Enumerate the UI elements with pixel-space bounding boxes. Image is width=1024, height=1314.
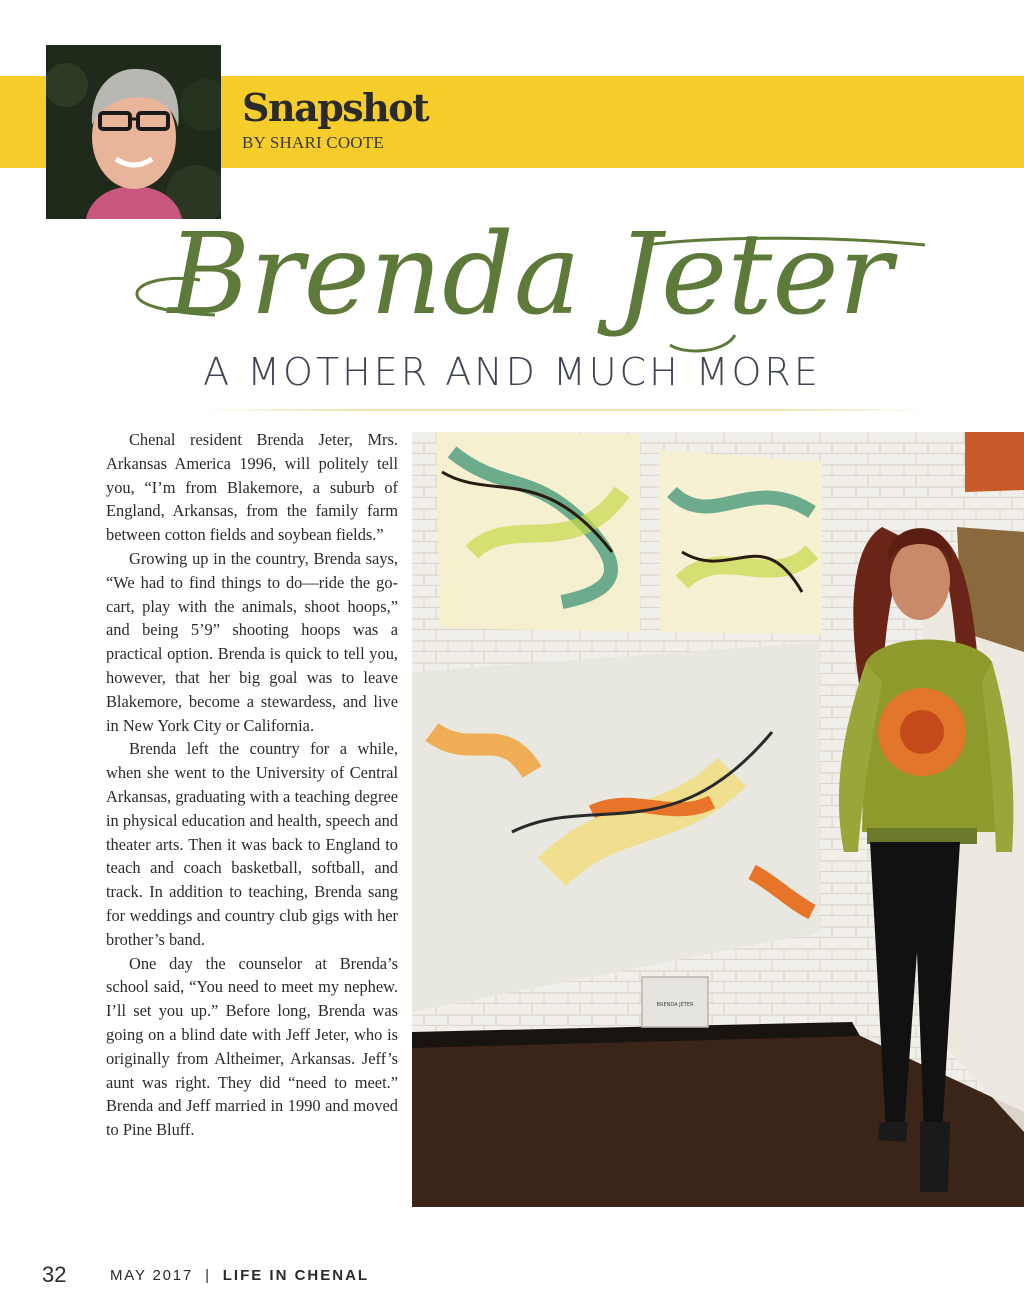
page-number: 32 bbox=[42, 1262, 67, 1287]
magazine-name: LIFE IN CHENAL bbox=[222, 1267, 370, 1284]
script-title bbox=[125, 195, 935, 360]
section-title: Snapshot bbox=[242, 85, 429, 130]
divider bbox=[200, 409, 930, 411]
script-title-text: Brenda Jeter bbox=[167, 210, 893, 340]
author-photo bbox=[46, 45, 221, 219]
paragraph: Brenda left the country for a while, when she went to the University of Central Arkansas, graduating with a teaching degree in physical education and health, speech and theater arts. Then it was back to England to teach and coach basketball, softball, and track. In addition to teaching, Brenda sang for weddings and country club gigs with her brother’s band. bbox=[106, 739, 398, 949]
paragraph: One day the counselor at Brenda’s school said, “You need to meet my nephew. I’ll set you up.” Before long, Brenda was going on a blind date with Jeff Jeter, who is originally from Altheimer, Arkansas. Jeff’s aunt was right. They did “need to meet.” Brenda and Jeff married in 1990 and moved to Pine Bluff. bbox=[106, 953, 398, 1140]
article-subtitle: A MOTHER AND MUCH MORE bbox=[203, 350, 821, 394]
plaque-text: BRENDA JETER bbox=[656, 1002, 694, 1008]
issue-date: MAY 2017 bbox=[110, 1267, 194, 1284]
paragraph: Chenal resident Brenda Jeter, Mrs. Arkansas America 1996, will politely tell you, “I’m from Blakemore, a suburb of England, Arkansas, from the family farm between cotton fields and soybean fields.” bbox=[106, 430, 398, 545]
byline: BY SHARI COOTE bbox=[242, 133, 384, 152]
footer bbox=[110, 1267, 369, 1284]
footer-separator: | bbox=[205, 1267, 211, 1284]
paragraph: Growing up in the country, Brenda says, “We had to find things to do—ride the go-cart, play with the animals, shoot hoops,” and being 5’9” shooting hoops was a practical option. Brenda is quick to tell you, however, that her big goal was to leave Blakemore, become a stewardess, and live in New York City or California. bbox=[106, 548, 398, 735]
article-photo bbox=[412, 432, 1024, 1207]
article-body bbox=[106, 428, 398, 1142]
